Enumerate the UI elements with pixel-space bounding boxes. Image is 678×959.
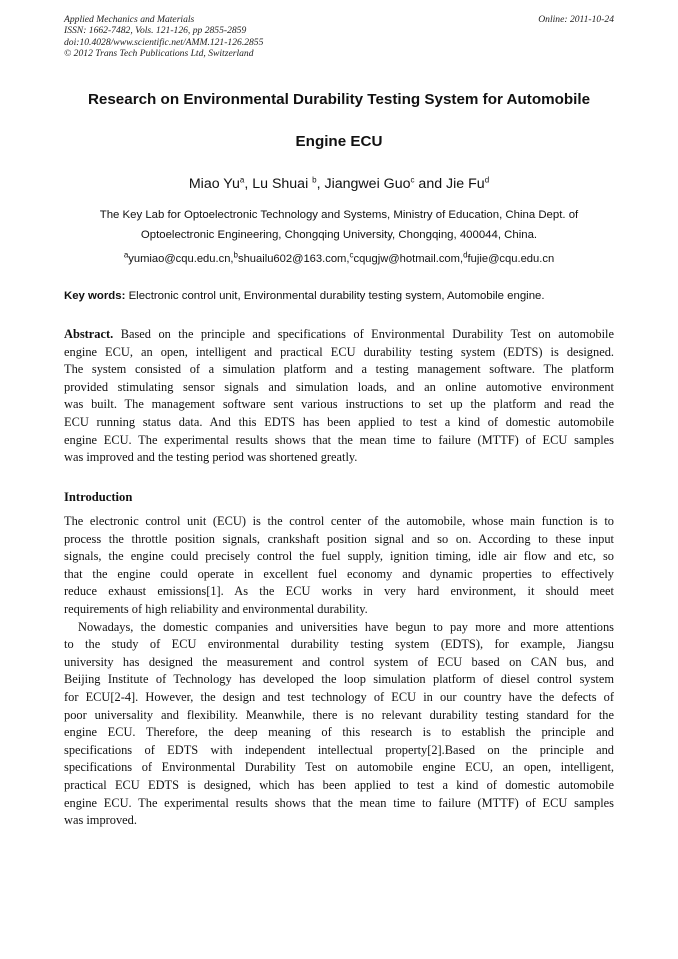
affiliation-line-1: The Key Lab for Optoelectronic Technology and Systems, Ministry of Education, China Dept. of — [99, 209, 579, 221]
author-name: Jie Fu — [446, 176, 485, 192]
author-name: Lu Shuai — [252, 176, 313, 192]
intro-line: engine ECU. Therefore, the deep meaning of this research is to establish the principle and — [64, 725, 614, 740]
author-sup: c — [410, 175, 415, 185]
intro-line: engine ECU. The experimental results shows that the mean time to failure (MTTF) of ECU samples — [64, 795, 614, 810]
abstract — [64, 326, 614, 467]
intro-line: practical ECU EDTS is designed, which has been applied to test a kind of domestic automobile — [64, 777, 614, 792]
abstract-text: Based on the principle and specifications of Environmental Durability Test on automobile — [113, 327, 614, 341]
author-sep: , — [316, 176, 325, 192]
intro-line: Nowadays, the domestic companies and universities have begun to pay more and more attentions — [78, 619, 614, 634]
email-sup: c — [349, 250, 354, 260]
email-sup: a — [123, 250, 129, 260]
intro-line: that the engine could operate in excellent fuel economy and dynamic properties to effectively — [64, 566, 614, 581]
paper-title-line-2: Engine ECU — [295, 133, 383, 150]
journal-header — [64, 14, 263, 60]
abstract-label: Abstract. — [64, 327, 114, 341]
intro-line: The electronic control unit (ECU) is the control center of the automobile, whose main function is to — [64, 514, 614, 528]
affiliation-line-2: Optoelectronic Engineering, Chongqing University, Chongqing, 400044, China. — [140, 229, 538, 241]
author-sep: , — [244, 176, 253, 192]
author-sep: and — [414, 176, 447, 192]
email-address[interactable]: fujie@cqu.edu.cn — [467, 253, 555, 265]
author-sup: d — [484, 175, 490, 185]
issn-line: ISSN: 1662-7482, Vols. 121-126, pp 2855-2859 — [64, 25, 247, 37]
paper-title-line-1: Research on Environmental Durability Testing System for Automobile — [87, 91, 591, 108]
keywords-text: Electronic control unit, Environmental durability testing system, Automobile engine. — [125, 290, 545, 302]
author-list — [60, 176, 618, 192]
keywords — [64, 290, 624, 302]
abstract-line: provided stimulating sensor signals and simulation loads, and an online automotive environment — [64, 379, 614, 394]
online-date: Online: 2011-10-24 — [538, 14, 614, 25]
intro-line: specifications of EDTS with independent intellectual property[2].Based on the principle and — [64, 742, 614, 757]
email-sup: d — [463, 250, 468, 260]
abstract-line: The system consisted of a simulation platform and a testing management software. The platform — [64, 362, 614, 377]
email-sup: b — [233, 250, 238, 260]
intro-line: requirements of high reliability and environmental durability. — [64, 601, 368, 616]
author-name: Jiangwei Guo — [324, 176, 411, 192]
abstract-line: engine ECU. The experimental results shows that the mean time to failure (MTTF) of ECU samples — [64, 432, 614, 447]
intro-line: was improved. — [64, 813, 137, 828]
abstract-line: ECU running status data. And this EDTS has been applied to test a kind of domestic automobile — [64, 414, 614, 429]
copyright-line: © 2012 Trans Tech Publications Ltd, Switzerland — [64, 48, 254, 60]
email-address[interactable]: yumiao@cqu.edu.cn, — [128, 253, 234, 265]
email-address[interactable]: shuailu602@163.com, — [237, 253, 350, 265]
journal-name: Applied Mechanics and Materials — [64, 14, 195, 25]
email-list — [60, 250, 618, 265]
abstract-line: was built. The management software sent various instructions to set up the platform and read the — [64, 397, 614, 412]
introduction-body — [64, 513, 614, 830]
abstract-line: was improved and the testing period was shortened greatly. — [64, 450, 358, 465]
intro-line: reduce exhaust emissions[1]. As the ECU works in very hard environment, it should meet — [64, 584, 614, 599]
email-address[interactable]: cqugjw@hotmail.com, — [353, 253, 464, 265]
author-name: Miao Yu — [188, 176, 240, 192]
intro-line: Beijing Institute of Technology has developed the loop simulation platform of diesel control system — [64, 672, 614, 687]
section-heading-introduction: Introduction — [64, 490, 133, 504]
intro-line: specifications of Environmental Durability Test on automobile engine ECU, an open, intelligent, — [64, 760, 614, 775]
intro-line: for ECU[2-4]. However, the design and test technology of ECU in our country have the defects of — [64, 689, 614, 704]
abstract-line — [64, 326, 614, 344]
abstract-line: engine ECU, an open, intelligent and practical ECU durability testing system (EDTS) is designed. — [64, 344, 614, 359]
intro-line: signals, the engine could precisely control the fuel supply, ignition timing, idle air flow and etc, so — [64, 549, 614, 564]
author-sup: b — [312, 175, 317, 185]
author-sup: a — [239, 175, 245, 185]
intro-line: university has designed the measurement and control system of ECU based on CAN bus, and — [64, 654, 614, 669]
keywords-label: Key words: — [64, 290, 126, 302]
doi-line[interactable]: doi:10.4028/www.scientific.net/AMM.121-126.2855 — [64, 36, 264, 48]
intro-line: process the throttle position signals, crankshaft position signal and so on. According to these input — [64, 531, 614, 546]
intro-line: to the study of ECU environmental durability testing system (EDTS), for example, Jiangsu — [64, 637, 614, 652]
intro-line: poor universality and flexibility. Meanwhile, there is no relevant durability testing standard for the — [64, 707, 614, 722]
